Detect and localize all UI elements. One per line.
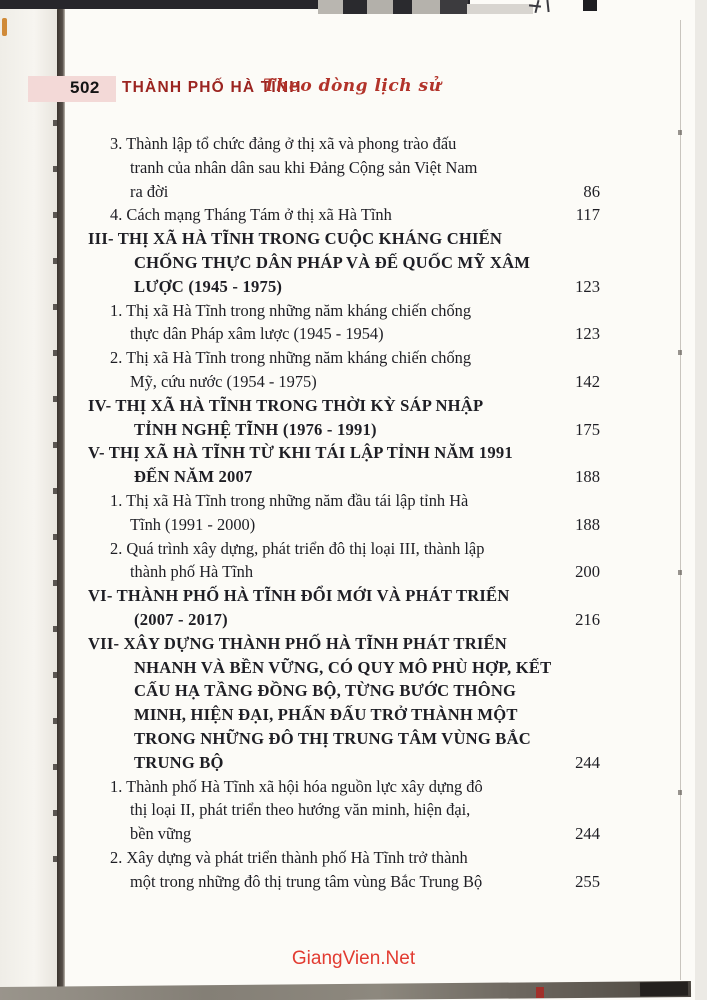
scan-orange-sliver [2,18,7,36]
toc-line: ra đời 86 [0,180,707,204]
scan-bottom-edge [0,981,691,1000]
toc-line: tranh của nhân dân sau khi Đảng Cộng sản Việt Nam [130,157,478,177]
running-header [0,74,707,106]
book-title: THÀNH PHỐ HÀ TĨNH [122,79,302,96]
toc-entry [0,441,707,489]
toc-page-number: 123 [575,276,600,296]
toc-entry [0,489,707,537]
toc-page-number: 117 [575,205,600,225]
toc-line: NHANH VÀ BỀN VỮNG, CÓ QUY MÔ PHÙ HỢP, KẾT [134,657,552,677]
watermark-text: GiangVien.Net [291,948,416,969]
toc-line: 2. Quá trình xây dựng, phát triển đô thị loại III, thành lập [110,538,485,558]
toc-line: LƯỢC (1945 - 1975) 123 [0,275,707,299]
toc-line: CHỐNG THỰC DÂN PHÁP VÀ ĐẾ QUỐC MỸ XÂM [134,252,531,272]
toc-line: VII- XÂY DỰNG THÀNH PHỐ HÀ TĨNH PHÁT TRIỂN [88,633,507,653]
toc-entry [0,346,707,394]
toc-entry [0,846,707,894]
toc-page-number: 142 [575,371,600,391]
toc-line: bền vững 244 [0,822,707,846]
toc-entry [0,227,707,298]
toc-entry [0,299,707,347]
toc-entry [0,775,707,846]
toc-page-number: 244 [575,752,600,772]
toc-page-number: 175 [575,419,600,439]
scan-top-dark-block [583,0,597,11]
toc-entry [0,132,707,203]
toc-line: thực dân Pháp xâm lược (1945 - 1954) 123 [0,322,707,346]
scan-top-gray-strip [467,4,533,14]
toc-entry [0,537,707,585]
toc-entry [0,394,707,442]
toc-page-number: 200 [575,562,600,582]
scan-bottom-red-speck [536,987,544,998]
toc-line: CẤU HẠ TẦNG ĐỒNG BỘ, TỪNG BƯỚC THÔNG [134,681,517,701]
toc-entry [0,584,707,632]
toc-line: 4. Cách mạng Tháng Tám ở thị xã Hà Tĩnh 117 [0,203,707,227]
toc-line: TRUNG BỘ 244 [0,751,707,775]
toc-line: TRONG NHỮNG ĐÔ THỊ TRUNG TÂM VÙNG BẮC [134,728,531,748]
toc-line: IV- THỊ XÃ HÀ TĨNH TRONG THỜI KỲ SÁP NHẬP [88,395,484,415]
toc-line: Mỹ, cứu nước (1954 - 1975) 142 [0,370,707,394]
toc-line: ĐẾN NĂM 2007 188 [0,465,707,489]
scan-top-artifacts [318,0,468,14]
toc-line: 1. Thị xã Hà Tĩnh trong những năm kháng chiến chống [110,300,472,320]
toc-line: Tĩnh (1991 - 2000) 188 [0,513,707,537]
page-number: 502 [70,78,100,97]
toc-page-number: 188 [575,514,600,534]
toc-line: thị loại II, phát triển theo hướng văn minh, hiện đại, [130,800,471,820]
toc-line: 1. Thành phố Hà Tĩnh xã hội hóa nguồn lực xây dựng đô [110,776,483,796]
toc-line: V- THỊ XÃ HÀ TĨNH TỪ KHI TÁI LẬP TỈNH NĂM 1991 [88,443,513,463]
toc-page-number: 216 [575,609,600,629]
scan-bottom-dark-block [640,982,688,997]
toc-line: 2. Xây dựng và phát triển thành phố Hà Tĩnh trở thành [110,847,468,867]
pen-mark [546,0,549,12]
toc-entry [0,632,707,775]
toc-line: VI- THÀNH PHỐ HÀ TĨNH ĐỔI MỚI VÀ PHÁT TRIỂN [88,586,510,606]
toc-page-number: 244 [575,824,600,844]
toc-line: một trong những đô thị trung tâm vùng Bắc Trung Bộ 255 [0,870,707,894]
toc-line: thành phố Hà Tĩnh 200 [0,560,707,584]
toc-page-number: 123 [575,324,600,344]
toc-line: 1. Thị xã Hà Tĩnh trong những năm đầu tái lập tỉnh Hà [110,490,469,510]
toc-line: MINH, HIỆN ĐẠI, PHẤN ĐẤU TRỞ THÀNH MỘT [134,705,518,725]
toc-page-number: 188 [575,467,600,487]
toc-entry [0,203,707,227]
toc-page-number: 86 [583,181,600,201]
toc-line: (2007 - 2017) 216 [0,608,707,632]
toc-line: 3. Thành lập tổ chức đảng ở thị xã và phong trào đấu [110,134,457,153]
toc-line: TỈNH NGHỆ TĨNH (1976 - 1991) 175 [0,418,707,442]
toc-line: 2. Thị xã Hà Tĩnh trong những năm kháng chiến chống [110,348,472,368]
table-of-contents [0,132,707,894]
toc-line: III- THỊ XÃ HÀ TĨNH TRONG CUỘC KHÁNG CHIẾN [88,229,503,249]
toc-page-number: 255 [575,871,600,891]
book-subtitle: Theo dòng lịch sử [263,76,442,96]
